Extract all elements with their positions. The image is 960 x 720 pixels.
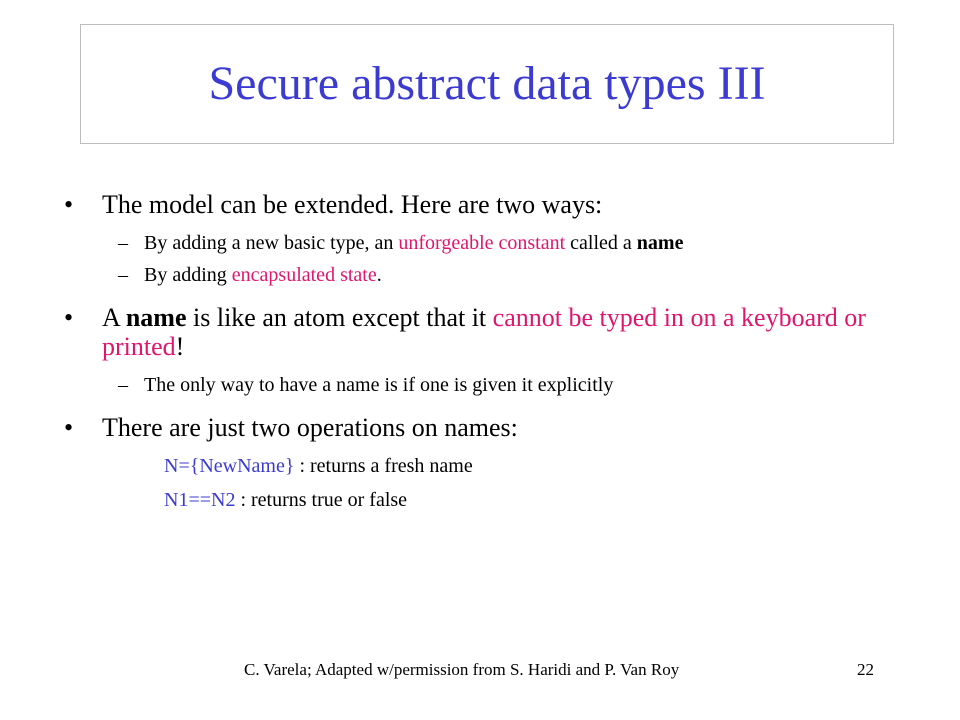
sub-1-bold: name	[636, 232, 684, 254]
footer-credit: C. Varela; Adapted w/permission from S. Haridi and P. Van Roy	[244, 660, 680, 679]
sub-dash: –	[118, 374, 128, 396]
title-box	[80, 24, 894, 144]
bullet-2-bold: name	[125, 303, 187, 332]
sub-1-mid: called a	[565, 232, 637, 254]
sub-2-post: .	[376, 264, 382, 286]
bullet-1-sub-1	[64, 231, 904, 255]
bullet-2-mid: is like an atom except that it	[186, 303, 493, 332]
bullet-1	[64, 190, 904, 219]
sub-2-accent: encapsulated state	[231, 264, 377, 286]
bullet-dot: •	[64, 190, 74, 219]
bullet-2-post: !	[175, 332, 185, 361]
code-2: N1==N2	[164, 489, 236, 511]
code-line-2	[64, 488, 904, 512]
bullet-2-sub-1-text: The only way to have a name is if one is given it explicitly	[144, 374, 614, 396]
bullet-2-accent: cannot be typed in on a keyboard or printed	[102, 303, 866, 361]
sub-2-pre: By adding	[144, 264, 232, 286]
code-2-desc: : returns true or false	[235, 489, 408, 511]
slide-title: Secure abstract data types III	[208, 57, 766, 110]
bullet-1-text: The model can be extended. Here are two ways:	[102, 190, 603, 219]
bullet-2-pre: A	[102, 303, 126, 332]
bullet-1-sub-2	[64, 263, 904, 287]
slide-content	[64, 190, 904, 512]
bullet-2	[64, 303, 904, 361]
bullet-2-sub-1	[64, 373, 904, 397]
bullet-dot: •	[64, 303, 74, 332]
code-1-desc: : returns a fresh name	[294, 455, 473, 477]
sub-dash: –	[118, 264, 128, 286]
sub-1-accent: unforgeable constant	[398, 232, 566, 254]
bullet-3-text: There are just two operations on names:	[102, 413, 518, 442]
code-1: N={NewName}	[164, 455, 295, 477]
page-number: 22	[857, 660, 874, 679]
bullet-3	[64, 413, 904, 442]
bullet-dot: •	[64, 413, 74, 442]
sub-dash: –	[118, 232, 128, 254]
sub-1-pre: By adding a new basic type, an	[144, 232, 399, 254]
code-line-1	[64, 454, 904, 478]
